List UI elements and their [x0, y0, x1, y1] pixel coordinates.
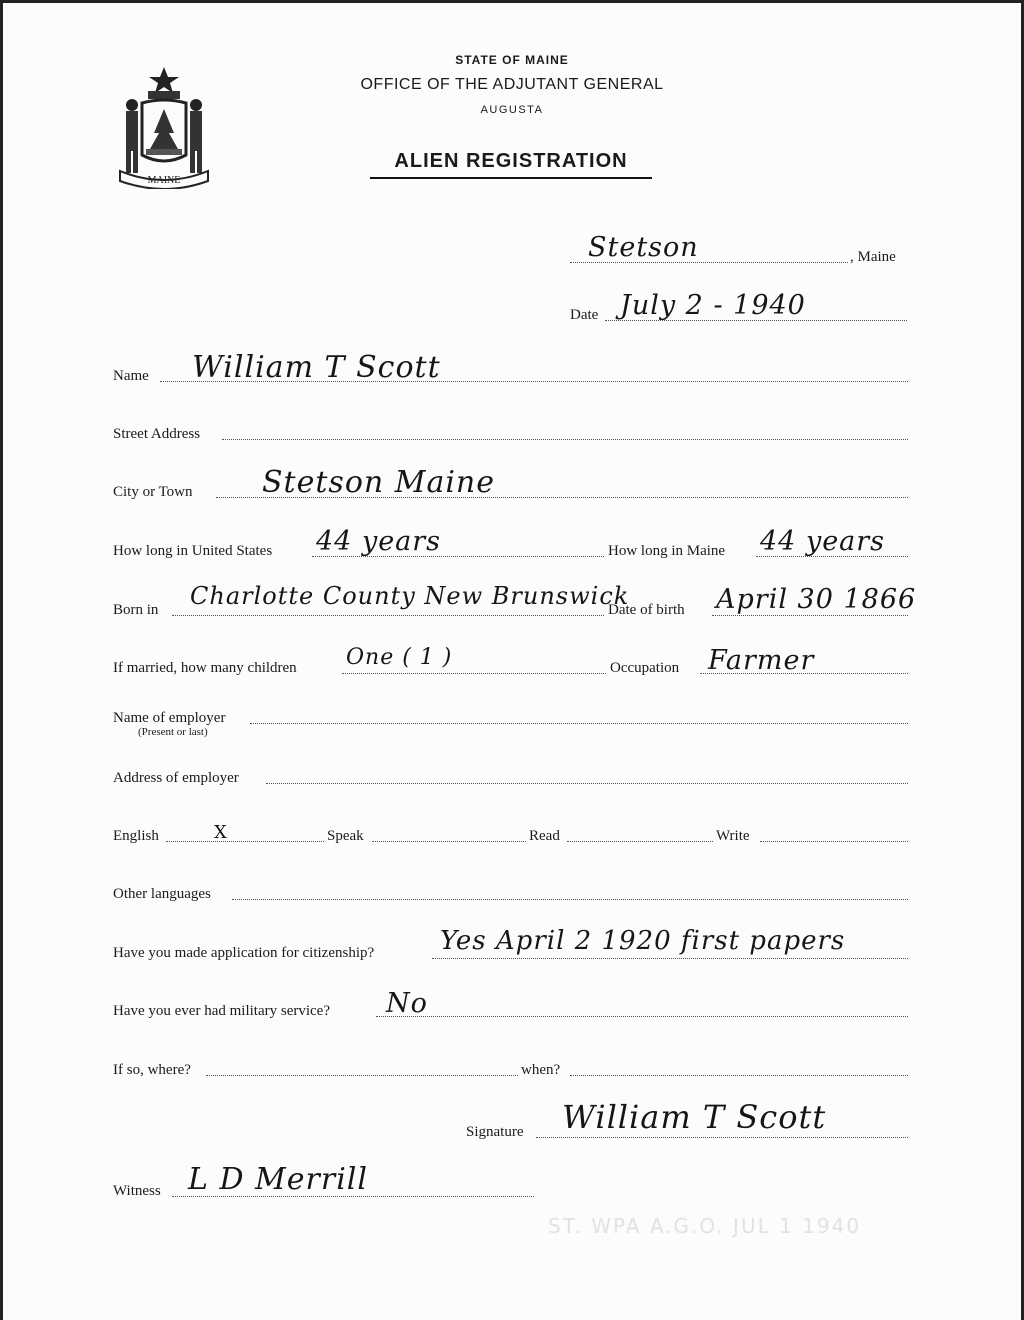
- speak-line: [372, 841, 526, 842]
- read-line: [567, 841, 713, 842]
- dob-label: Date of birth: [608, 602, 685, 618]
- signature-label: Signature: [466, 1124, 524, 1140]
- speak-label: Speak: [327, 828, 364, 844]
- occupation-label: Occupation: [610, 660, 680, 676]
- street-line: [222, 439, 908, 440]
- where-label: If so, where?: [113, 1062, 191, 1078]
- english-line: [166, 841, 324, 842]
- children-value: One ( 1 ): [346, 645, 453, 670]
- children-label: If married, how many children: [113, 660, 297, 676]
- military-label: Have you ever had military service?: [113, 1003, 330, 1019]
- employer-address-line: [266, 783, 908, 784]
- date-value: July 2 - 1940: [620, 290, 806, 321]
- occupation-value: Farmer: [708, 645, 815, 676]
- place-suffix: , Maine: [850, 249, 896, 265]
- received-stamp: ST. WPA A.G.O. JUL 1 1940: [548, 1214, 862, 1238]
- employer-sublabel: (Present or last): [138, 726, 208, 738]
- dob-value: April 30 1866: [716, 584, 917, 615]
- witness-value: L D Merrill: [188, 1162, 368, 1197]
- svg-text:MAINE: MAINE: [147, 175, 181, 186]
- city-label: City or Town: [113, 484, 193, 500]
- witness-label: Witness: [113, 1183, 161, 1199]
- born-line: [172, 615, 604, 616]
- born-label: Born in: [113, 602, 159, 618]
- scan-edge-top: [0, 0, 1024, 3]
- name-label: Name: [113, 368, 149, 384]
- street-label: Street Address: [113, 426, 201, 442]
- city-heading: AUGUSTA: [480, 104, 544, 116]
- place-value: Stetson: [588, 232, 699, 263]
- name-value: William T Scott: [192, 350, 441, 385]
- office-heading: OFFICE OF THE ADJUTANT GENERAL: [360, 76, 664, 93]
- signature-value: William T Scott: [562, 1098, 827, 1136]
- read-label: Read: [529, 828, 560, 844]
- born-value: Charlotte County New Brunswick: [190, 582, 630, 610]
- long-maine-label: How long in Maine: [608, 543, 726, 559]
- employer-label: Name of employer: [113, 710, 226, 726]
- military-value: No: [386, 988, 428, 1019]
- state-heading: STATE OF MAINE: [455, 53, 569, 67]
- signature-line: [536, 1137, 908, 1138]
- scan-edge-left: [0, 0, 3, 1320]
- employer-address-label: Address of employer: [113, 770, 239, 786]
- children-line: [342, 673, 606, 674]
- long-us-value: 44 years: [316, 526, 442, 557]
- long-us-label: How long in United States: [113, 543, 273, 559]
- citizenship-value: Yes April 2 1920 first papers: [440, 926, 846, 956]
- city-value: Stetson Maine: [262, 465, 496, 500]
- when-line: [570, 1075, 908, 1076]
- dob-line: [712, 615, 908, 616]
- military-line: [376, 1016, 908, 1017]
- when-label: when?: [521, 1062, 561, 1078]
- english-label: English: [113, 828, 159, 844]
- other-languages-line: [232, 899, 908, 900]
- write-line: [760, 841, 908, 842]
- citizenship-label: Have you made application for citizenship?: [113, 945, 375, 961]
- form-title: ALIEN REGISTRATION: [370, 150, 652, 179]
- date-label: Date: [570, 307, 599, 323]
- write-label: Write: [716, 828, 750, 844]
- where-line: [206, 1075, 518, 1076]
- other-languages-label: Other languages: [113, 886, 211, 902]
- english-value: X: [214, 822, 228, 843]
- citizenship-line: [432, 958, 908, 959]
- employer-line: [250, 723, 908, 724]
- long-maine-value: 44 years: [760, 526, 886, 557]
